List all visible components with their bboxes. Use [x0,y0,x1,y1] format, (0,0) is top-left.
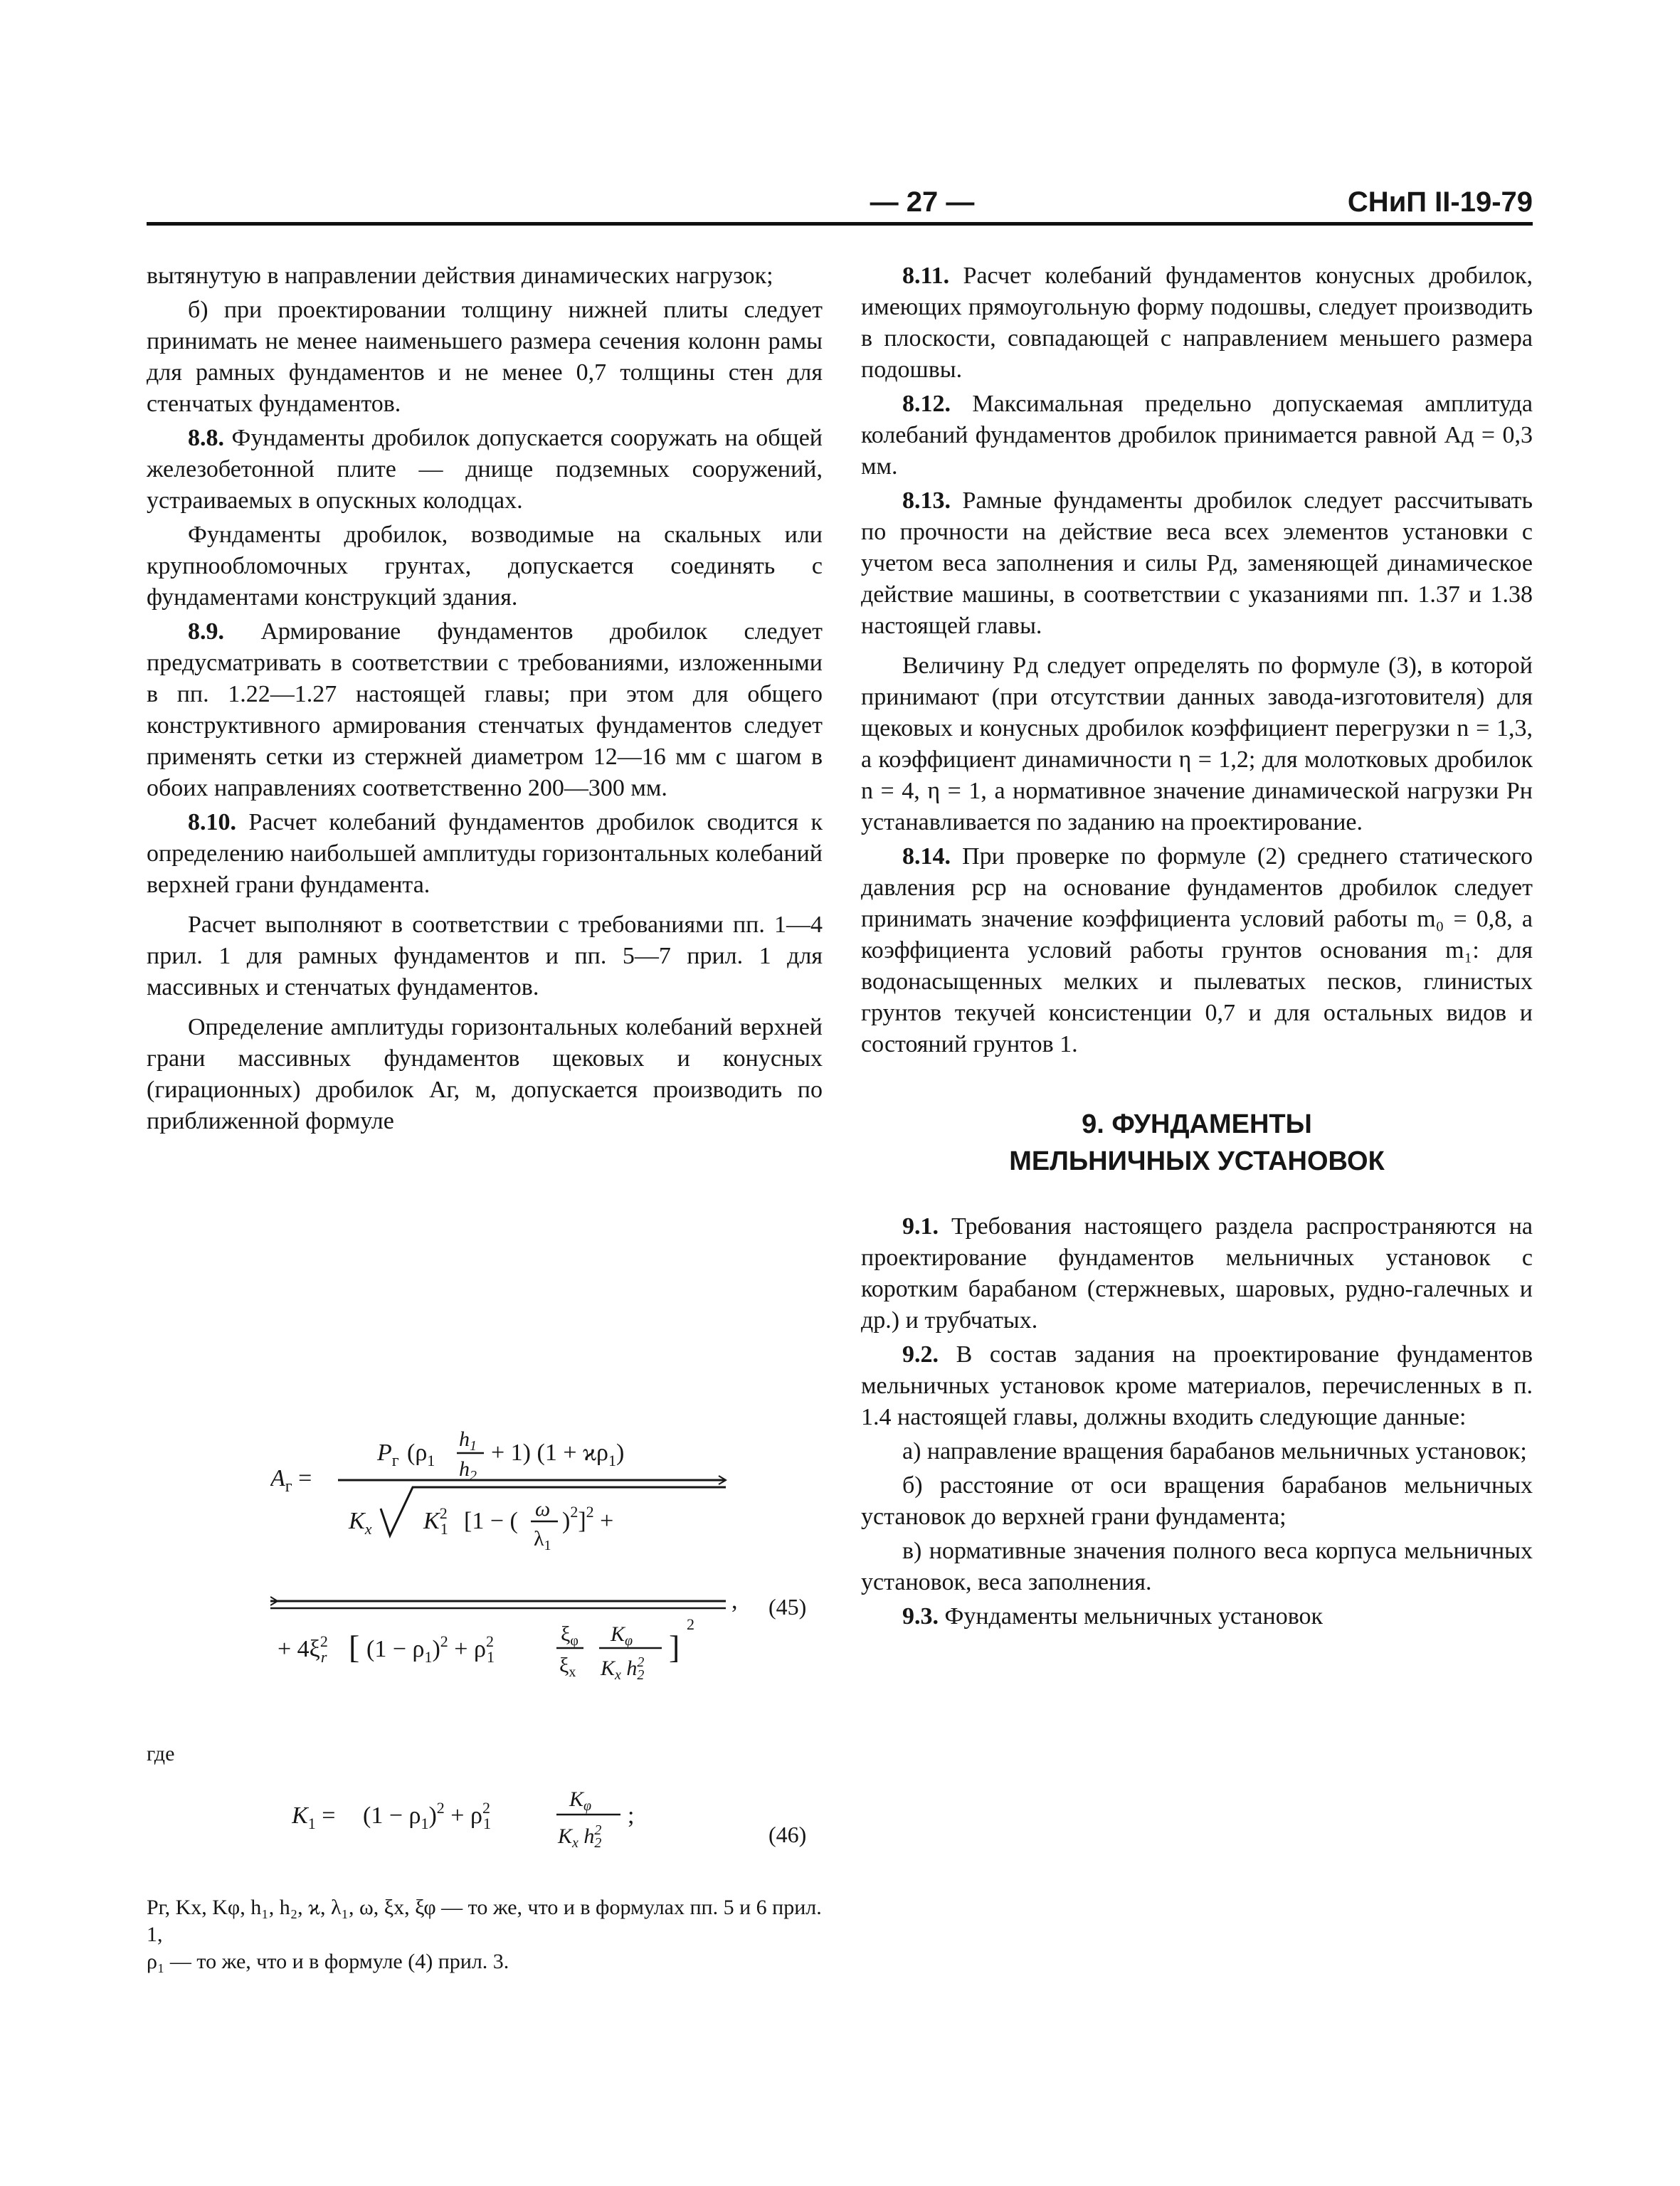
paragraph [861,1339,1533,1433]
clause-number: 8.14. [902,843,951,870]
svg-text:Kx: $K_x$ [349,1508,372,1538]
clause-number: 8.9. [188,618,224,645]
formula-lhs: $A_г$ = [270,1465,312,1496]
equation-number-45: (45) [768,1594,807,1620]
clause-number: 9.1. [902,1213,939,1240]
clause-number: 9.3. [902,1603,939,1630]
paragraph [861,1601,1533,1632]
clause-number: 8.10. [188,809,236,835]
paragraph: в) нормативные значения полного веса корпуса мельничных установок, веса заполнения. [861,1538,1533,1595]
svg-text:+ 1) (1 + ϰρ1): + 1) $(1 + ϰ\rho_1)$ [491,1440,625,1469]
svg-text:h2: $h_2$ [459,1457,477,1484]
section-title [861,1106,1533,1180]
paragraph: б) при проектировании толщину нижней плиты следует принимать не менее наименьшего размера сечения колонн рамы для рамных фундаментов и не менее 0,7 толщины стен для стенчатых фундаментов. [147,297,823,417]
clause-number: 8.13. [902,487,951,514]
svg-text:Kφ: $K_\varphi$ [611,1622,633,1649]
formula-lhs: $K_1$ = [292,1802,336,1832]
paragraph: Определение амплитуды горизонтальных колебаний верхней грани массивных фундаментов щековых и конусных (гирационных) дробилок Aг, м, допускается производить по приближенной формуле [147,1014,823,1134]
paragraph [147,807,823,901]
svg-text:,: , [731,1588,738,1614]
svg-text:+ 4ξ2r: + $4\xi^2$ r [278,1632,328,1666]
left-column [147,260,823,1140]
section-title-line: МЕЛЬНИЧНЫХ УСТАНОВОК [1009,1146,1385,1176]
paragraph: вытянутую в направлении действия динамических нагрузок; [147,263,773,289]
svg-text:;: ; [628,1802,635,1829]
paragraph [147,616,823,804]
svg-text:(1 − ρ1)2 + ρ21: $(1 - \rho_1)^2 + \rho^2$ 1 [366,1632,495,1666]
svg-text:[: [ [349,1629,360,1665]
svg-text:]: ] [669,1629,680,1665]
svg-text:)2]2 +: )$^2$]$^2$ + [562,1503,614,1534]
paragraph [861,260,1533,386]
clause-number: 8.11. [902,263,950,289]
section-title-line: 9. ФУНДАМЕНТЫ [1082,1109,1312,1139]
formula-46 [292,1772,690,1864]
document-code: СНиП II-19-79 [1347,186,1533,218]
paragraph: Величину Pд следует определять по формуле (3), в которой принимают (при отсутствии данных завода-изготовителя) для щековых и конусных дробилок коэффициент перегрузки n = 1,3, а коэффициент динамичности η = 1,2; для молотковых дробилок n = 4, η = 1, а нормативное значение динамической нагрузки Pн устанавливается по заданию на проектирование. [861,653,1533,835]
paragraph [861,389,1533,482]
formula-45 [270,1409,840,1708]
paragraph: а) направление вращения барабанов мельничных установок; [902,1438,1527,1464]
paragraph [861,485,1533,642]
svg-text:(1 − ρ1)2 + ρ21: $(1 - \rho_1)^2 + \rho^2$ 1 [363,1799,491,1832]
clause-text: Максимальная предельно допускаемая амплитуда колебаний фундаментов дробилок принимается равной Aд = 0,3 мм. [861,391,1533,480]
svg-text:K21: $K^2$ 1 [423,1504,448,1538]
svg-text:Pг: $P_г$ [377,1440,399,1470]
paragraph: Фундаменты дробилок, возводимые на скальных или крупнообломочных грунтах, допускается соединять с фундаментами конструкций здания. [147,522,823,611]
svg-text:2: 2 [687,1615,694,1633]
where-label: где [147,1742,175,1765]
clause-number: 8.8. [188,425,224,451]
header-rule [147,222,1533,226]
note: Pг, Kx, Kφ, h₁, h₂, ϰ, λ₁, ω, ξx, ξφ — то же, что и в формулах пп. 5 и 6 прил. 1, [147,1896,822,1946]
svg-text:ω: ω [535,1497,551,1521]
paragraph: б) расстояние от оси вращения барабанов мельничных установок до верхней грани фундамента; [861,1472,1533,1530]
paragraph [147,423,823,517]
note: ρ₁ — то же, что и в формуле (4) прил. 3. [147,1950,509,1973]
equation-number-46: (46) [768,1822,807,1847]
clause-text: Расчет колебаний фундаментов дробилок сводится к определению наибольшей амплитуды горизонтальных колебаний верхней грани фундамента. [147,809,823,898]
clause-text: При проверке по формуле (2) среднего статического давления pср на основание фундаментов дробилок следует принимать значение коэффициента условий работы m₀ = 0,8, а коэффициента условий работы грунтов основания m₁: для водонасыщенных мелких и пылеватых песков, глинистых грунтов текучей консистенции 0,7 и для остальных видов и состояний грунтов 1. [861,843,1533,1057]
svg-text:ξx: $\xi_x$ [559,1654,576,1680]
formula-notes [147,1894,823,1975]
clause-text: Рамные фундаменты дробилок следует рассчитывать по прочности на действие веса всех элементов установки с учетом веса заполнения и силы Pд, заменяющей динамическое действие машины, в соответствии с указаниями пп. 1.37 и 1.38 настоящей главы. [861,487,1533,639]
paragraph [861,841,1533,1060]
clause-text: Расчет колебаний фундаментов конусных дробилок, имеющих прямоугольную форму подошвы, следует производить в плоскости, совпадающей с направлением меньшего размера подошвы. [861,263,1533,383]
clause-text: В состав задания на проектирование фундаментов мельничных установок кроме материалов, перечисленных в п. 1.4 настоящей главы, должны входить следующие данные: [861,1341,1533,1430]
svg-text:ξφ: $\xi_\varphi$ [561,1622,579,1649]
paragraph [861,1211,1533,1336]
clause-text: Фундаменты дробилок допускается сооружать на общей железобетонной плите — днище подземных сооружений, устраиваемых в опускных колодцах. [147,425,823,514]
clause-number: 9.2. [902,1341,939,1368]
clause-number: 8.12. [902,391,951,417]
page-number: — 27 — [870,186,975,218]
svg-text:Kx h22: $K_x$ $h^2$ 2 [558,1822,602,1851]
clause-text: Армирование фундаментов дробилок следует предусматривать в соответствии с требованиями, изложенными в пп. 1.22—1.27 настоящей главы; при этом для общего конструктивного армирования стенчатых фундаментов следует применять сетки из стержней диаметром 12—16 мм с шагом в обоих направлениях соответственно 200—300 мм. [147,618,823,801]
clause-text: Фундаменты мельничных установок [944,1603,1324,1630]
svg-text:h1: $h_1$ [459,1427,477,1454]
clause-text: Требования настоящего раздела распространяются на проектирование фундаментов мельничных установок с коротким барабаном (стержневых, шаровых, рудно-галечных и др.) и трубчатых. [861,1213,1533,1334]
svg-text:λ1: $\lambda_1$ [534,1527,551,1553]
svg-text:Kφ: $K_\varphi$ [569,1788,592,1814]
svg-text:[1 − (: [1 − ( [464,1508,518,1534]
svg-text:(ρ1: ($\rho_1$ [407,1440,435,1469]
paragraph: Расчет выполняют в соответствии с требованиями пп. 1—4 прил. 1 для рамных фундаментов и пп. 5—7 прил. 1 для массивных и стенчатых фундаментов. [147,912,823,1000]
svg-text:Kx h22: $K_x$ $h^2$ 2 [601,1654,645,1683]
right-column [861,260,1533,1635]
